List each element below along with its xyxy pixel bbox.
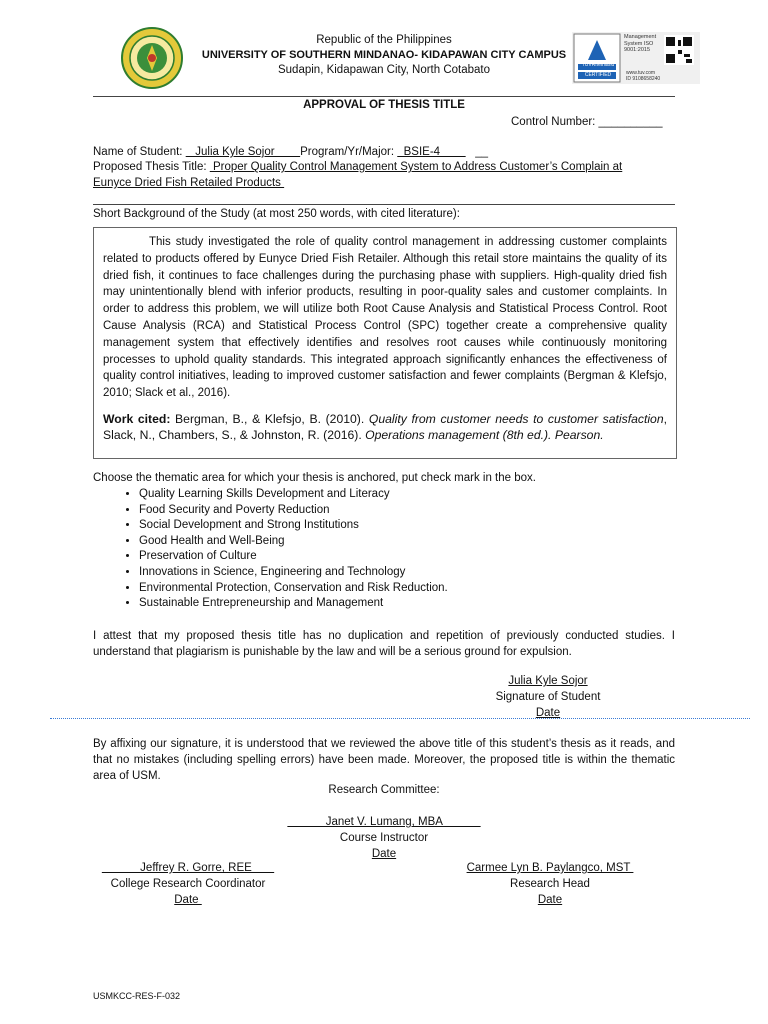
research-head-name: Carmee Lyn B. Paylangco, MST — [466, 862, 634, 874]
form-title: APPROVAL OF THESIS TITLE — [303, 99, 465, 111]
theme-item[interactable]: • Quality Learning Skills Development and Literacy — [139, 487, 448, 503]
program-value: BSIE-4 — [397, 146, 466, 158]
thesis-title-value-line2: Eunyce Dried Fish Retailed Products — [93, 177, 285, 189]
student-signature-label: Signature of Student — [495, 690, 601, 703]
cert-url: www.tuv.com — [626, 70, 656, 76]
background-box — [93, 227, 677, 459]
theme-item[interactable]: • Sustainable Entrepreneurship and Management — [139, 596, 448, 612]
work-cited-ref1-title: Quality from customer needs to customer satisfaction — [368, 411, 664, 426]
control-number-field: Control Number: __________ — [511, 116, 663, 128]
cert-brand: TÜVRheinland — [581, 62, 615, 68]
header-divider — [93, 96, 675, 97]
university-name: UNIVERSITY OF SOUTHERN MINDANAO- KIDAPAWAN CITY CAMPUS — [201, 49, 567, 61]
instructor-date: Date — [371, 847, 397, 860]
country-line: Republic of the Philippines — [316, 34, 452, 46]
thematic-area-list — [93, 487, 448, 612]
committee-statement: By affixing our signature, it is understood that we reviewed the above title of this student’s thesis as it reads, and that no mistakes (including spelling errors) have been made. Moreover, the proposed title is within the thematic area of USM. — [93, 738, 675, 782]
document-header — [170, 33, 598, 78]
instructor-signature-block — [234, 815, 534, 862]
research-head-date: Date — [537, 893, 563, 906]
coordinator-name: Jeffrey R. Gorre, REE — [101, 862, 275, 874]
program-trailing-blank: __ — [465, 146, 489, 158]
section-separator — [50, 718, 750, 719]
cert-id: ID 9108658240 — [626, 76, 661, 82]
thesis-title-label: Proposed Thesis Title: — [93, 161, 210, 173]
thesis-title-value-line1: Proper Quality Control Management System to Address Customer’s Complain at — [209, 161, 623, 173]
theme-item[interactable]: • Food Security and Poverty Reduction — [139, 503, 448, 519]
coordinator-date: Date — [174, 893, 202, 906]
student-signature-name: Julia Kyle Sojor — [508, 675, 588, 687]
theme-item[interactable]: • Innovations in Science, Engineering and Technology — [139, 565, 448, 581]
theme-item[interactable]: • Good Health and Well-Being — [139, 534, 448, 550]
coordinator-role: College Research Coordinator — [110, 877, 266, 890]
theme-item[interactable]: • Preservation of Culture — [139, 549, 448, 565]
committee-label: Research Committee: — [328, 784, 440, 796]
thesis-title-line — [93, 161, 675, 173]
work-cited-ref1: Bergman, B., & Klefsjo, B. (2010). — [170, 411, 369, 426]
program-label: Program/Yr/Major: — [300, 146, 398, 158]
theme-item[interactable]: • Social Development and Strong Institutions — [139, 518, 448, 534]
instructor-role: Course Instructor — [339, 831, 429, 844]
student-signature-block — [460, 674, 636, 721]
work-cited — [103, 411, 667, 444]
thesis-title-rule — [93, 204, 675, 205]
cert-system-text: Management System ISO 9001:2015 — [624, 34, 657, 53]
work-cited-ref2-title: Operations management (8th ed.). Pearson. — [365, 428, 604, 443]
research-head-role: Research Head — [510, 877, 590, 890]
campus-address: Sudapin, Kidapawan City, North Cotabato — [277, 64, 491, 76]
form-code: USMKCC-RES-F-032 — [93, 991, 181, 1001]
work-cited-label: Work cited: — [103, 411, 171, 426]
student-name-value: Julia Kyle Sojor — [185, 146, 301, 158]
background-label: Short Background of the Study (at most 250 words, with cited literature): — [93, 208, 460, 220]
student-name-label: Name of Student: — [93, 146, 186, 158]
student-signature-date: Date — [535, 706, 561, 719]
student-info-line — [93, 146, 675, 158]
work-cited-ref2: , Slack, N., Chambers, S., & Johnston, R. (2016). — [103, 411, 668, 443]
research-head-signature-block — [450, 861, 650, 908]
instructor-name: Janet V. Lumang, MBA — [287, 816, 481, 828]
cert-label: CERTIFIED — [584, 72, 612, 78]
iso-certification-badge — [572, 32, 700, 84]
attestation-statement: I attest that my proposed thesis title has no duplication and repetition of previously conducted studies. I understand that plagiarism is punishable by the law and will be a serious ground for expulsion. — [93, 630, 675, 658]
coordinator-signature-block — [93, 861, 283, 908]
theme-item[interactable]: • Environmental Protection, Conservation and Risk Reduction. — [139, 581, 448, 597]
background-text: This study investigated the role of quality control management in addressing customer complaints related to products offered by Eunyce Dried Fish Retailer. Although this retail store maintains the quality of its dried fish, it continues to face challenges during the purchasing phase with suppliers. High-quality dried fish may unintentionally blend with inferior products, resulting in poor-quality sales and customer complaints. In order to address this problem, we will utilize both Root Cause Analysis and Statistical Process Control. Root Cause Analysis (RCA) and Statistical Process Control (SPC) together create a comprehensive quality management system that effectively identifies and resolves root causes while continuously monitoring processes to uphold quality standards. This integrated approach significantly enhances the effectiveness of quality control initiatives, leading to improved customer satisfaction and fewer complaints (Bergman & Klefsjo, 2010; Slack et al., 2016). — [103, 236, 667, 400]
thematic-prompt: Choose the thematic area for which your thesis is anchored, put check mark in the box. — [93, 472, 536, 484]
